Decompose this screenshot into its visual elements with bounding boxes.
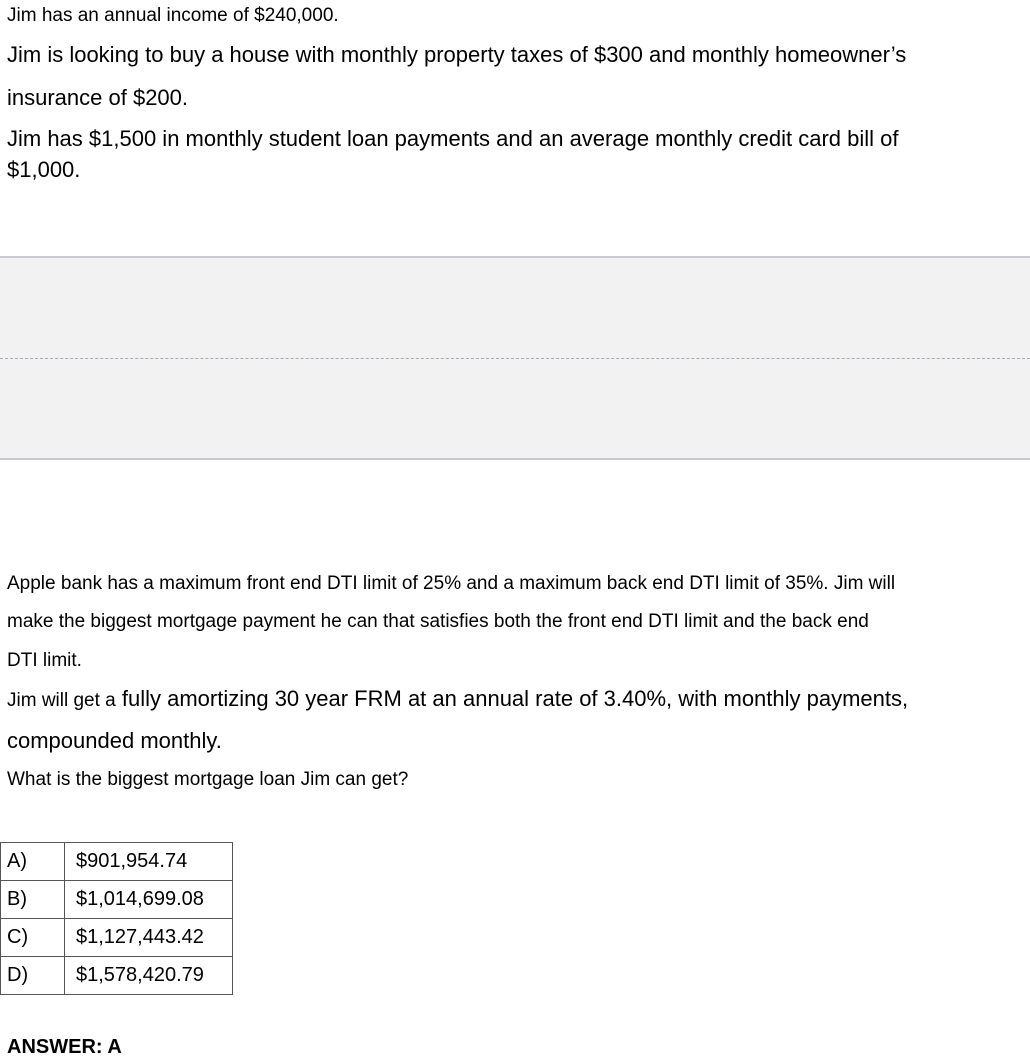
question-line-2a-rest: fully amortizing 30 year FRM at an annual rate of 3.40%, with monthly payments, bbox=[115, 686, 909, 711]
question-line-2a bbox=[7, 686, 908, 712]
choice-letter: D) bbox=[1, 957, 65, 995]
choices-table bbox=[0, 842, 233, 995]
question-line-1c: DTI limit. bbox=[7, 650, 82, 671]
choice-value: $1,014,699.08 bbox=[65, 881, 233, 919]
choice-letter: B) bbox=[1, 881, 65, 919]
choice-letter: C) bbox=[1, 919, 65, 957]
choice-row bbox=[1, 881, 233, 919]
question-line-1a: Apple bank has a maximum front end DTI limit of 25% and a maximum back end DTI limit of 35%. Jim will bbox=[7, 573, 896, 594]
choice-value: $1,578,420.79 bbox=[65, 957, 233, 995]
intro-line-2a: Jim is looking to buy a house with monthly property taxes of $300 and monthly homeowner’s bbox=[7, 42, 907, 67]
choice-value: $901,954.74 bbox=[65, 843, 233, 881]
choice-row bbox=[1, 919, 233, 957]
choice-row bbox=[1, 843, 233, 881]
answer-input-area[interactable] bbox=[0, 256, 1030, 460]
question-line-2a-prefix: Jim will get a bbox=[7, 690, 116, 711]
intro-line-3a: Jim has $1,500 in monthly student loan payments and an average monthly credit card bill of bbox=[7, 126, 899, 151]
question-line-2b: compounded monthly. bbox=[7, 728, 222, 753]
choice-letter: A) bbox=[1, 843, 65, 881]
intro-line-1: Jim has an annual income of $240,000. bbox=[7, 5, 339, 26]
answer-label: ANSWER: A bbox=[7, 1036, 122, 1058]
intro-line-3b: $1,000. bbox=[7, 157, 81, 182]
dashed-divider bbox=[0, 358, 1030, 359]
intro-line-2b: insurance of $200. bbox=[7, 85, 189, 110]
choice-value: $1,127,443.42 bbox=[65, 919, 233, 957]
choice-row bbox=[1, 957, 233, 995]
question-line-3: What is the biggest mortgage loan Jim can get? bbox=[7, 769, 409, 790]
question-line-1b: make the biggest mortgage payment he can that satisfies both the front end DTI limit and the back end bbox=[7, 611, 869, 632]
